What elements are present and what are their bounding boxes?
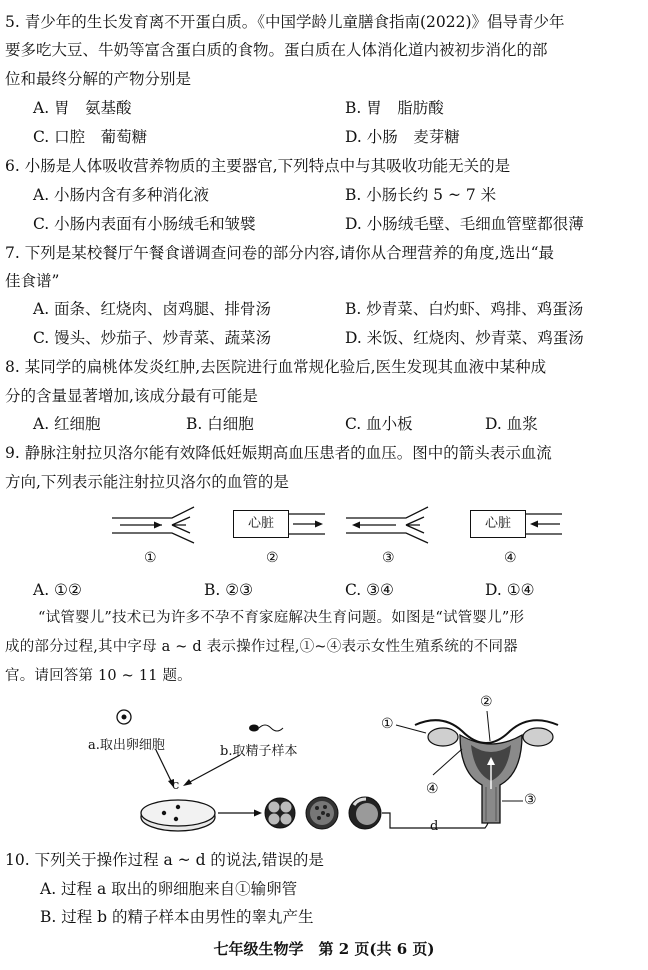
label-b-sperm-sample: b.取精子样本 — [220, 744, 298, 759]
q9-option-c: C. ③④ — [345, 581, 394, 599]
q9-stem-line2: 方向,下列表示能注射拉贝洛尔的血管的是 — [5, 473, 289, 491]
vessel-label-2: ② — [266, 550, 279, 566]
q9-stem-line1: 9. 静脉注射拉贝洛尔能有效降低妊娠期高血压患者的血压。图中的箭头表示血流 — [5, 444, 552, 462]
q8-option-a: A. 红细胞 — [33, 415, 101, 433]
q6-option-a: A. 小肠内含有多种消化液 — [33, 186, 210, 204]
q9-option-a: A. ①② — [33, 581, 82, 599]
organ-label-4: ④ — [426, 781, 439, 797]
q8-stem-line1: 8. 某同学的扁桃体发炎红肿,去医院进行血常规化验后,医生发现其血液中某种成 — [5, 358, 547, 376]
q5-option-c: C. 口腔 葡萄糖 — [33, 128, 148, 146]
q7-option-c: C. 馒头、炒茄子、炒青菜、蔬菜汤 — [33, 329, 272, 347]
vessel-diagram-4 — [526, 510, 564, 538]
vessel-diagram-2 — [289, 510, 327, 538]
vessel-label-4: ④ — [504, 550, 517, 566]
q9-option-b: B. ②③ — [204, 581, 254, 599]
organ-label-2: ② — [480, 694, 493, 710]
q10-stem-line1: 10. 下列关于操作过程 a ~ d 的说法,错误的是 — [5, 851, 324, 869]
q8-stem-line2: 分的含量显著增加,该成分最有可能是 — [5, 387, 258, 405]
organ-label-1: ① — [381, 716, 394, 732]
q6-option-b: B. 小肠长约 5 ~ 7 米 — [345, 186, 497, 204]
label-d: d — [430, 819, 439, 834]
q6-option-d: D. 小肠绒毛壁、毛细血管壁都很薄 — [345, 215, 584, 233]
vessel-label-3: ③ — [382, 550, 395, 566]
heart-box-2: 心脏 — [233, 510, 289, 538]
q7-stem-line1: 7. 下列是某校餐厅午餐食谱调查问卷的部分内容,请你从合理营养的角度,选出“最 — [5, 244, 554, 262]
q7-option-d: D. 米饭、红烧肉、炒青菜、鸡蛋汤 — [345, 329, 584, 347]
vessel-diagram-1 — [110, 505, 205, 545]
q5-option-b: B. 胃 脂肪酸 — [345, 99, 444, 117]
page-footer: 七年级生物学 第 2 页(共 6 页) — [213, 940, 435, 958]
organ-label-3: ③ — [524, 792, 537, 808]
q5-option-d: D. 小肠 麦芽糖 — [345, 128, 460, 146]
q9-option-d: D. ①④ — [485, 581, 535, 599]
passage-line2: 成的部分过程,其中字母 a ~ d 表示操作过程,①~④表示女性生殖系统的不同器 — [5, 639, 518, 655]
q8-option-b: B. 白细胞 — [186, 415, 254, 433]
q10-option-a: A. 过程 a 取出的卵细胞来自①输卵管 — [40, 880, 298, 898]
q6-stem-line1: 6. 小肠是人体吸收营养物质的主要器官,下列特点中与其吸收功能无关的是 — [5, 157, 511, 175]
passage-line3: 官。请回答第 10 ~ 11 题。 — [5, 668, 192, 684]
q7-stem-line2: 佳食谱” — [5, 272, 60, 290]
sperm-icon — [249, 725, 259, 732]
q5-stem-line3: 位和最终分解的产物分别是 — [5, 70, 192, 88]
q10-option-b: B. 过程 b 的精子样本由男性的睾丸产生 — [40, 908, 314, 926]
vessel-diagram-3 — [344, 505, 439, 545]
q7-option-a: A. 面条、红烧肉、卤鸡腿、排骨汤 — [33, 300, 272, 318]
q5-stem-line1: 5. 青少年的生长发育离不开蛋白质。《中国学龄儿童膳食指南(2022)》倡导青少年 — [5, 13, 565, 31]
heart-box-4: 心脏 — [470, 510, 526, 538]
q6-option-c: C. 小肠内表面有小肠绒毛和皱襞 — [33, 215, 256, 233]
q5-stem-line2: 要多吃大豆、牛奶等富含蛋白质的食物。蛋白质在人体消化道内被初步消化的部 — [5, 41, 548, 59]
q8-option-c: C. 血小板 — [345, 415, 413, 433]
ivf-process-figure — [90, 695, 560, 840]
q8-option-d: D. 血浆 — [485, 415, 538, 433]
label-c: c — [172, 778, 180, 793]
label-a-retrieve-egg: a.取出卵细胞 — [88, 738, 165, 753]
embryo-4cell-icon — [265, 798, 295, 828]
passage-line1: “试管婴儿”技术已为许多不孕不育家庭解决生育问题。如图是“试管婴儿”形 — [38, 610, 525, 626]
q7-option-b: B. 炒青菜、白灼虾、鸡排、鸡蛋汤 — [345, 300, 584, 318]
q5-option-a: A. 胃 氨基酸 — [33, 99, 132, 117]
vessel-label-1: ① — [144, 550, 157, 566]
